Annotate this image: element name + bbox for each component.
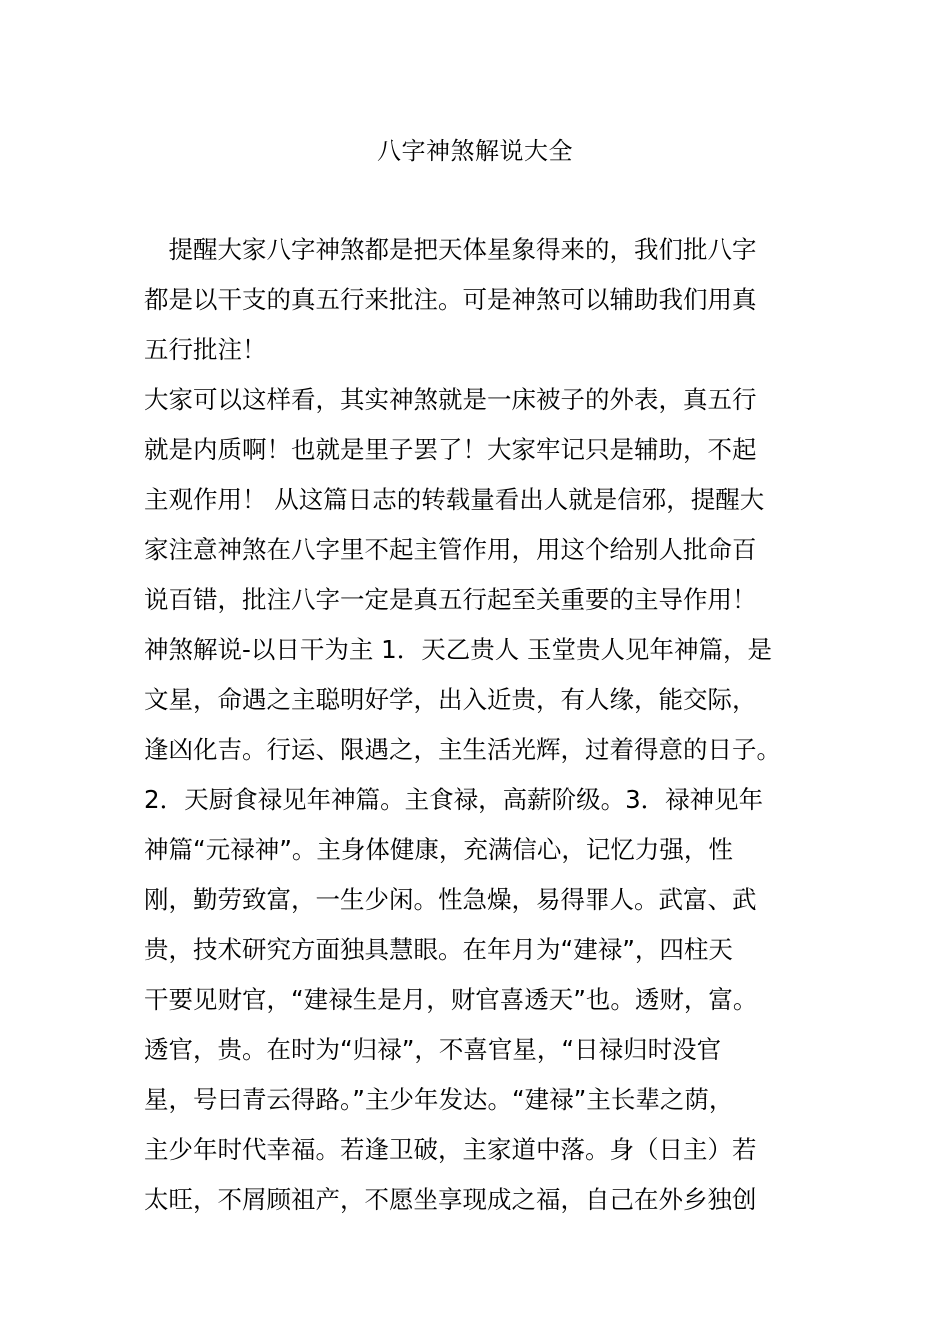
body-line: 太旺，不屑顾祖产，不愿坐享现成之福，自己在外乡独创: [144, 1185, 757, 1214]
body-line: 主少年时代幸福。若逢卫破，主家道中落。身（日主）若: [144, 1135, 757, 1164]
body-line: 都是以干支的真五行来批注。可是神煞可以辅助我们用真: [144, 285, 757, 314]
body-line: 家注意神煞在八字里不起主管作用，用这个给别人批命百: [144, 535, 757, 564]
body-line: 贵，技术研究方面独具慧眼。在年月为“建禄”，四柱天: [144, 935, 733, 964]
document-title: 八字神煞解说大全: [377, 137, 573, 165]
body-line: 逢凶化吉。行运、限遇之，主生活光辉，过着得意的日子。: [144, 735, 781, 764]
body-line: 2．天厨食禄见年神篇。主食禄，高薪阶级。3．禄神见年: [144, 785, 764, 814]
body-line: 神篇“元禄神”。主身体健康，充满信心，记忆力强，性: [144, 835, 733, 864]
body-line: 五行批注！: [144, 335, 267, 364]
document-body: [144, 225, 804, 1225]
body-line: 就是内质啊！也就是里子罢了！大家牢记只是辅助，不起: [144, 435, 757, 464]
body-line: 星，号曰青云得路。”主少年发达。“建禄”主长辈之荫，: [144, 1085, 734, 1114]
body-line: 大家可以这样看，其实神煞就是一床被子的外表，真五行: [144, 385, 757, 414]
body-line: 主观作用！ 从这篇日志的转载量看出人就是信邪，提醒大: [144, 485, 765, 514]
body-line: 干要见财官，“建禄生是月，财官喜透天”也。透财，富。: [144, 985, 758, 1014]
body-line: 说百错，批注八字一定是真五行起至关重要的主导作用！: [144, 585, 757, 614]
body-line: 文星，命遇之主聪明好学，出入近贵，有人缘，能交际，: [144, 685, 757, 714]
body-line: 神煞解说-以日干为主 1．天乙贵人 玉堂贵人见年神篇，是: [144, 635, 773, 664]
body-line: 刚，勤劳致富，一生少闲。性急燥，易得罪人。武富、武: [144, 885, 757, 914]
body-line: 透官，贵。在时为“归禄”，不喜官星，“日禄归时没官: [144, 1035, 722, 1064]
body-line: 提醒大家八字神煞都是把天体星象得来的，我们批八字: [144, 235, 757, 264]
